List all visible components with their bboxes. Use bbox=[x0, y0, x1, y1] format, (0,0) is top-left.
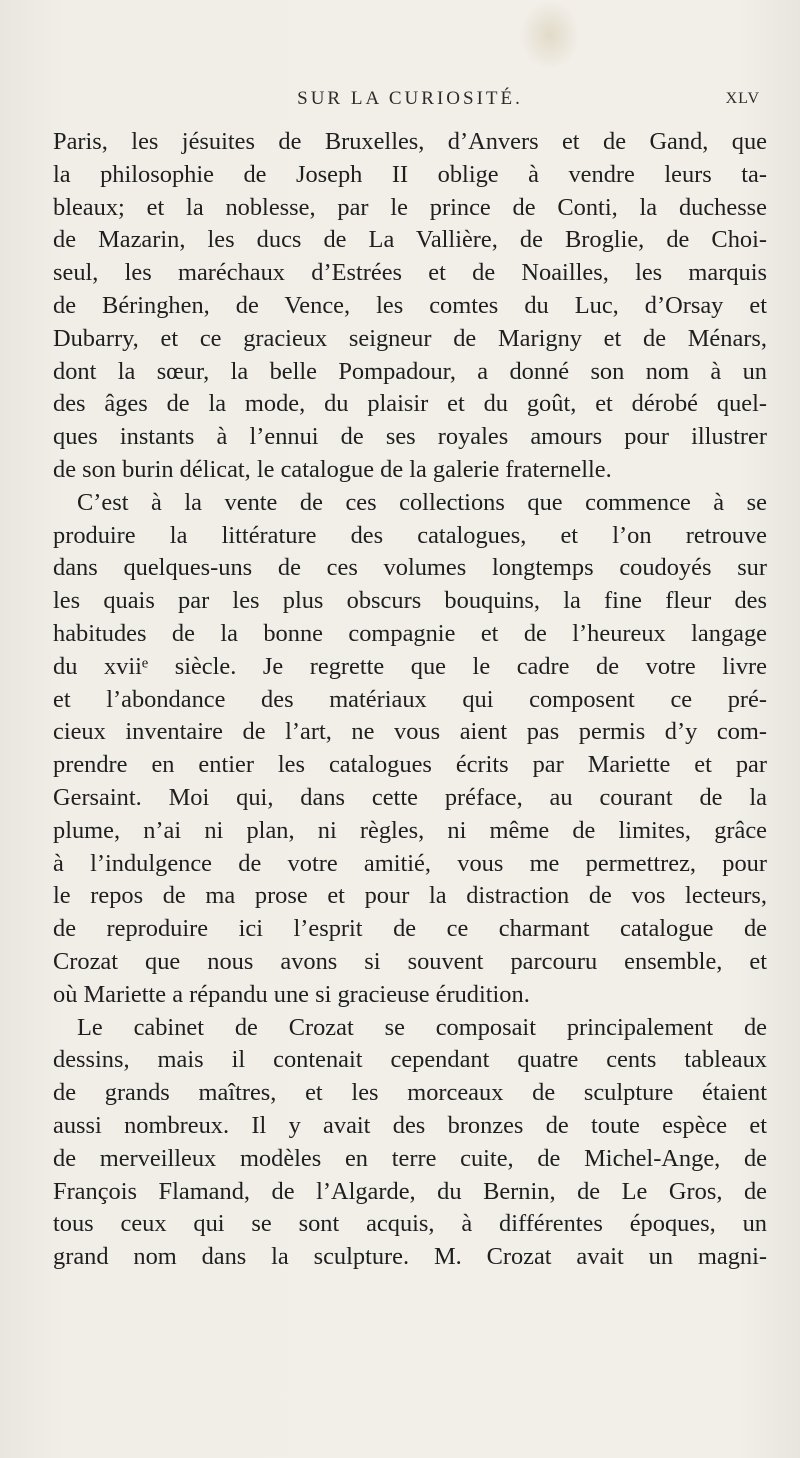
text-line: produire la littérature des catalogues, et l’on retrouve bbox=[53, 521, 767, 549]
text-line: bleaux; et la noblesse, par le prince de Conti, la duchesse bbox=[53, 193, 767, 221]
text-line: aussi nombreux. Il y avait des bronzes de toute espèce et bbox=[53, 1111, 767, 1139]
text-line: de merveilleux modèles en terre cuite, de Michel-Ange, de bbox=[53, 1144, 767, 1172]
text-line: où Mariette a répandu une si gracieuse érudition. bbox=[53, 980, 530, 1008]
running-head bbox=[60, 88, 760, 118]
text-line: et l’abondance des matériaux qui composent ce pré- bbox=[53, 685, 767, 713]
text-line: habitudes de la bonne compagnie et de l’heureux langage bbox=[53, 619, 767, 647]
text-line: ques instants à l’ennui de ses royales amours pour illustrer bbox=[53, 423, 767, 451]
paper-stain bbox=[520, 0, 580, 70]
text-line: dessins, mais il contenait cependant quatre cents tableaux bbox=[53, 1046, 767, 1074]
text-line: les quais par les plus obscurs bouquins, la fine fleur des bbox=[53, 587, 767, 615]
text-line: grand nom dans la sculpture. M. Crozat avait un magni- bbox=[53, 1243, 767, 1271]
text-line: le repos de ma prose et pour la distraction de vos lecteurs, bbox=[53, 882, 767, 910]
text-line: des âges de la mode, du plaisir et du goût, et dérobé quel- bbox=[53, 390, 767, 418]
text-line: seul, les maréchaux d’Estrées et de Noailles, les marquis bbox=[53, 259, 767, 287]
text-line: prendre en entier les catalogues écrits par Mariette et par bbox=[53, 751, 767, 779]
text-line: François Flamand, de l’Algarde, du Bernin, de Le Gros, de bbox=[53, 1177, 767, 1205]
text-line: C’est à la vente de ces collections que commence à se bbox=[77, 488, 767, 516]
text-line: plume, n’ai ni plan, ni règles, ni même de limites, grâce bbox=[53, 816, 767, 844]
text-line: de son burin délicat, le catalogue de la galerie fraternelle. bbox=[53, 455, 612, 483]
text-line: de reproduire ici l’esprit de ce charmant catalogue de bbox=[53, 915, 767, 943]
text-line: la philosophie de Joseph II oblige à vendre leurs ta- bbox=[53, 160, 767, 188]
page-number: XLV bbox=[725, 90, 760, 107]
text-line: du xviiᵉ siècle. Je regrette que le cadre de votre livre bbox=[53, 652, 767, 680]
body-text bbox=[53, 126, 767, 1274]
text-line: Dubarry, et ce gracieux seigneur de Marigny et de Ménars, bbox=[53, 324, 767, 352]
text-line: Gersaint. Moi qui, dans cette préface, au courant de la bbox=[53, 783, 767, 811]
text-line: tous ceux qui se sont acquis, à différentes époques, un bbox=[53, 1210, 767, 1238]
text-line: de Mazarin, les ducs de La Vallière, de Broglie, de Choi- bbox=[53, 226, 767, 254]
text-line: Paris, les jésuites de Bruxelles, d’Anvers et de Gand, que bbox=[53, 128, 767, 155]
text-line: Crozat que nous avons si souvent parcouru ensemble, et bbox=[53, 947, 767, 975]
text-line: à l’indulgence de votre amitié, vous me permettrez, pour bbox=[53, 849, 767, 877]
text-line: de Béringhen, de Vence, les comtes du Luc, d’Orsay et bbox=[53, 291, 767, 319]
text-line: cieux inventaire de l’art, ne vous aient pas permis d’y com- bbox=[53, 718, 767, 746]
text-line: Le cabinet de Crozat se composait principalement de bbox=[77, 1013, 767, 1041]
running-title: SUR LA CURIOSITÉ. bbox=[297, 88, 523, 109]
text-line: dans quelques-uns de ces volumes longtemps coudoyés sur bbox=[53, 554, 767, 582]
text-line: de grands maîtres, et les morceaux de sculpture étaient bbox=[53, 1079, 767, 1107]
text-line: dont la sœur, la belle Pompadour, a donné son nom à un bbox=[53, 357, 767, 385]
